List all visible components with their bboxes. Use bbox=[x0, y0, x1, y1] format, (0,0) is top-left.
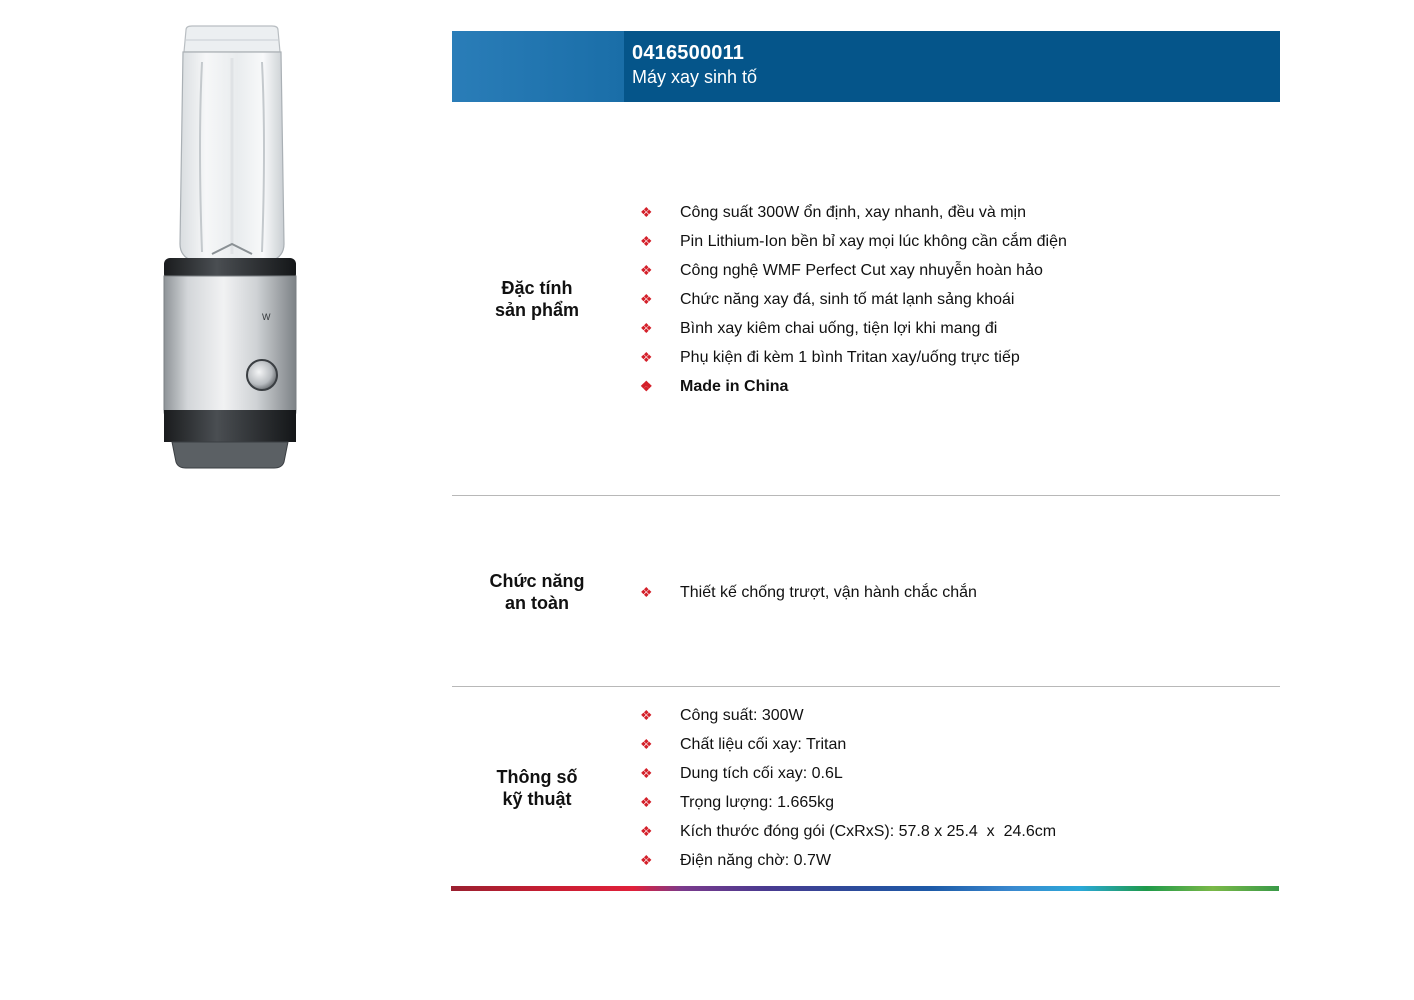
product-image bbox=[150, 22, 310, 477]
list-item: ❖ Bình xay kiêm chai uống, tiện lợi khi mang đi bbox=[640, 319, 998, 337]
specs-label-line2: kỹ thuật bbox=[502, 789, 572, 809]
list-item: ❖ Chức năng xay đá, sinh tố mát lạnh sảng khoái bbox=[640, 290, 1015, 308]
product-code: 0416500011 bbox=[632, 42, 745, 64]
list-item: ❖ Dung tích cối xay: 0.6L bbox=[640, 764, 843, 782]
svg-text:W: W bbox=[262, 312, 271, 322]
header-accent bbox=[452, 31, 624, 102]
list-item: ❖ Điện năng chờ: 0.7W bbox=[640, 851, 832, 869]
diamond-bullet-icon: ❖ bbox=[640, 320, 653, 336]
specs-label bbox=[452, 766, 622, 810]
features-section bbox=[452, 198, 1280, 398]
diamond-bullet-icon: ❖ bbox=[640, 291, 653, 307]
specs-section bbox=[452, 701, 1280, 876]
product-header bbox=[452, 31, 1280, 102]
safety-section bbox=[452, 570, 1280, 620]
diamond-bullet-icon: ❖ bbox=[640, 852, 653, 868]
list-item: ❖ Pin Lithium-Ion bền bỉ xay mọi lúc không cần cắm điện bbox=[640, 232, 1067, 250]
list-item: ❖ Chất liệu cối xay: Tritan bbox=[640, 735, 847, 753]
diamond-bullet-icon: ❖ bbox=[640, 707, 653, 723]
list-item: ❖ Công suất 300W ổn định, xay nhanh, đều và mịn bbox=[640, 203, 1026, 221]
header-title-block bbox=[624, 31, 1280, 102]
list-item: ❖ Kích thước đóng gói (CxRxS): 57.8 x 25.4 x 24.6cm bbox=[640, 822, 1057, 840]
features-label bbox=[452, 277, 622, 321]
features-list bbox=[640, 198, 1067, 401]
diamond-bullet-icon: ❖ bbox=[640, 823, 653, 839]
safety-label bbox=[452, 570, 622, 614]
diamond-bullet-icon: ❖ bbox=[640, 233, 653, 249]
features-label-line2: sản phẩm bbox=[494, 300, 580, 320]
section-divider bbox=[452, 686, 1280, 687]
diamond-bullet-icon: ❖ bbox=[640, 794, 653, 810]
diamond-bullet-icon: ❖ bbox=[640, 765, 653, 781]
diamond-bullet-icon: ❖ bbox=[640, 584, 653, 600]
diamond-bullet-icon: ❖ bbox=[640, 262, 653, 278]
safety-label-line2: an toàn bbox=[504, 593, 569, 613]
specs-label-line1: Thông số bbox=[496, 767, 578, 787]
diamond-bullet-icon: ❖ bbox=[640, 204, 653, 220]
rainbow-footer-bar bbox=[451, 886, 1279, 891]
safety-list bbox=[640, 578, 977, 607]
list-item: ❖ Công suất: 300W bbox=[640, 706, 804, 724]
list-item: ❖ Thiết kế chống trượt, vận hành chắc chắn bbox=[640, 583, 977, 601]
list-item: ❖ Trọng lượng: 1.665kg bbox=[640, 793, 835, 811]
section-divider bbox=[452, 495, 1280, 496]
specs-list bbox=[640, 701, 1056, 875]
list-item: ❖ Công nghệ WMF Perfect Cut xay nhuyễn hoàn hảo bbox=[640, 261, 1043, 279]
diamond-bullet-icon: ❖ bbox=[640, 349, 653, 365]
product-name: Máy xay sinh tố bbox=[632, 67, 758, 87]
diamond-bullet-icon: ❖ bbox=[640, 378, 653, 394]
safety-label-line1: Chức năng bbox=[489, 571, 585, 591]
list-item: ❖ Phụ kiện đi kèm 1 bình Tritan xay/uống trực tiếp bbox=[640, 348, 1020, 366]
list-item: ❖ Made in China bbox=[640, 377, 789, 395]
features-label-line1: Đặc tính bbox=[501, 278, 573, 298]
diamond-bullet-icon: ❖ bbox=[640, 736, 653, 752]
